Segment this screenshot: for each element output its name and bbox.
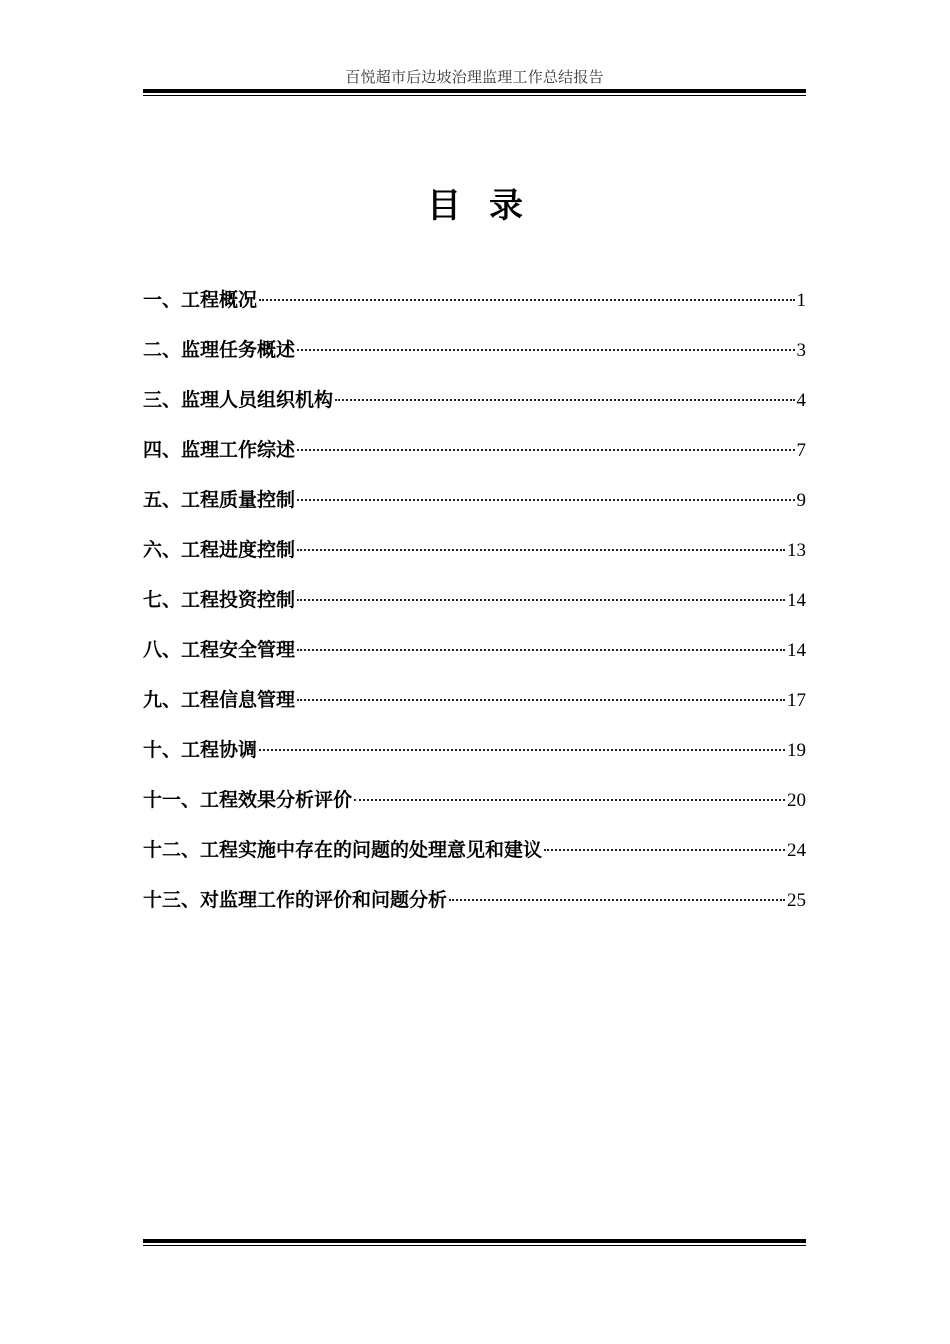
toc-entry-label: 七、工程投资控制 — [143, 589, 296, 611]
toc-dot-leader — [297, 699, 785, 701]
toc-entry-label: 十一、工程效果分析评价 — [143, 789, 353, 811]
toc-dot-leader — [354, 799, 785, 801]
toc-dot-leader — [297, 449, 794, 451]
toc-list — [143, 284, 806, 934]
toc-entry-page: 24 — [787, 840, 806, 861]
toc-dot-leader — [297, 349, 794, 351]
toc-entry-label: 二、监理任务概述 — [143, 339, 296, 361]
toc-dot-leader — [297, 599, 785, 601]
toc-entry-page: 4 — [796, 390, 806, 411]
toc-entry-label: 四、监理工作综述 — [143, 439, 296, 461]
toc-entry-page: 13 — [787, 540, 806, 561]
toc-entry[interactable] — [143, 434, 806, 484]
toc-entry[interactable] — [143, 484, 806, 534]
footer-rule-thick — [143, 1239, 806, 1243]
toc-entry-label: 五、工程质量控制 — [143, 489, 296, 511]
header-rule-thin — [143, 95, 806, 96]
toc-entry-label: 十三、对监理工作的评价和问题分析 — [143, 889, 448, 911]
toc-entry[interactable] — [143, 834, 806, 884]
toc-entry[interactable] — [143, 334, 806, 384]
toc-entry-page: 17 — [787, 690, 806, 711]
toc-entry-page: 9 — [796, 490, 806, 511]
toc-entry-label: 九、工程信息管理 — [143, 689, 296, 711]
toc-entry-label: 十二、工程实施中存在的问题的处理意见和建议 — [143, 839, 543, 861]
running-header: 百悦超市后边坡治理监理工作总结报告 — [345, 68, 604, 86]
toc-entry-label: 十、工程协调 — [143, 739, 258, 761]
toc-entry[interactable] — [143, 884, 806, 934]
toc-entry-page: 3 — [796, 340, 806, 361]
toc-dot-leader — [449, 899, 785, 901]
toc-entry[interactable] — [143, 584, 806, 634]
toc-entry-page: 19 — [787, 740, 806, 761]
toc-entry-page: 20 — [787, 790, 806, 811]
toc-entry-page: 25 — [787, 890, 806, 911]
toc-dot-leader — [335, 399, 794, 401]
toc-entry[interactable] — [143, 634, 806, 684]
toc-entry-page: 1 — [796, 290, 806, 311]
toc-entry-label: 三、监理人员组织机构 — [143, 389, 334, 411]
toc-dot-leader — [297, 649, 785, 651]
toc-dot-leader — [259, 299, 794, 301]
toc-entry[interactable] — [143, 284, 806, 334]
toc-entry[interactable] — [143, 684, 806, 734]
toc-entry-label: 六、工程进度控制 — [143, 539, 296, 561]
toc-dot-leader — [297, 549, 785, 551]
toc-title: 目录 — [427, 186, 551, 226]
toc-entry-page: 7 — [796, 440, 806, 461]
toc-entry[interactable] — [143, 734, 806, 784]
toc-dot-leader — [297, 499, 794, 501]
toc-entry[interactable] — [143, 784, 806, 834]
toc-entry-label: 一、工程概况 — [143, 289, 258, 311]
toc-dot-leader — [544, 849, 785, 851]
toc-entry-page: 14 — [787, 640, 806, 661]
toc-entry[interactable] — [143, 384, 806, 434]
header-rule-thick — [143, 89, 806, 93]
toc-dot-leader — [259, 749, 785, 751]
toc-entry-label: 八、工程安全管理 — [143, 639, 296, 661]
toc-entry[interactable] — [143, 534, 806, 584]
footer-rule-thin — [143, 1245, 806, 1246]
toc-entry-page: 14 — [787, 590, 806, 611]
